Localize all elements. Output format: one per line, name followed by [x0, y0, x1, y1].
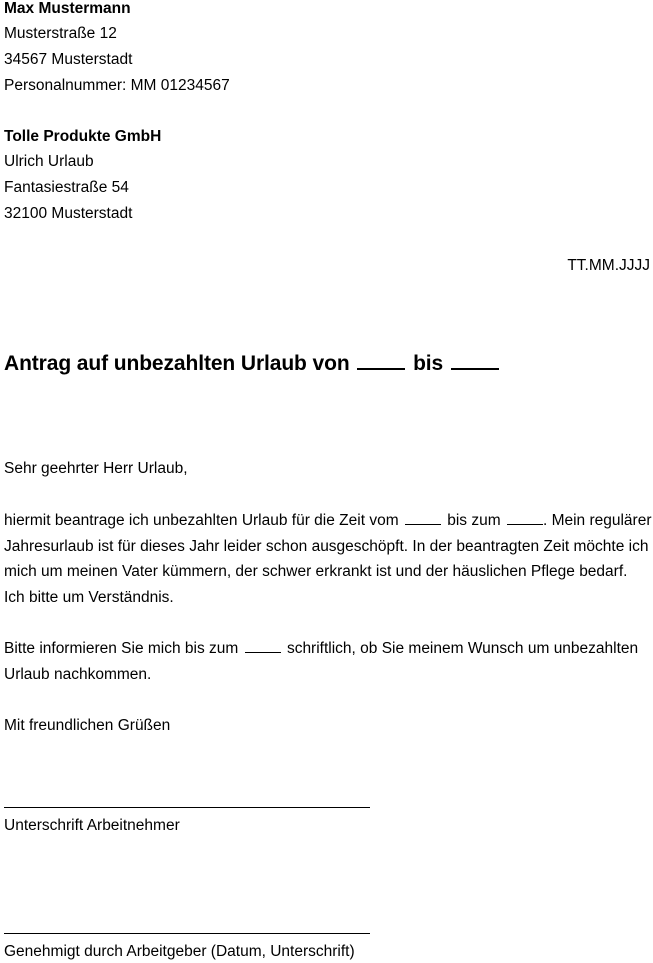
recipient-city: 32100 Musterstadt [4, 205, 133, 222]
salutation: Sehr geehrter Herr Urlaub, [4, 460, 188, 477]
blank-field-reply-date [245, 650, 281, 653]
sender-city: 34567 Musterstadt [4, 51, 133, 68]
recipient-street: Fantasiestraße 54 [4, 179, 129, 196]
sender-name: Max Mustermann [4, 0, 131, 17]
p1-text-b: bis zum [447, 512, 501, 529]
letter-date: TT.MM.JJJJ [567, 257, 650, 274]
blank-field-bis-zum [507, 522, 543, 525]
p2-text-b: schriftlich, ob Sie meinem Wunsch um unbezahlten Urlaub nachkommen. [4, 640, 639, 683]
employee-signature-label: Unterschrift Arbeitnehmer [4, 817, 180, 834]
blank-field-vom [405, 522, 441, 525]
employer-signature-label: Genehmigt durch Arbeitgeber (Datum, Unterschrift) [4, 943, 355, 960]
subject-text-2: bis [413, 352, 444, 375]
employee-signature-line [4, 807, 370, 808]
recipient-contact: Ulrich Urlaub [4, 153, 94, 170]
sender-street: Musterstraße 12 [4, 25, 117, 42]
subject-text-1: Antrag auf unbezahlten Urlaub von [4, 352, 350, 375]
closing: Mit freundlichen Grüßen [4, 717, 171, 734]
recipient-company: Tolle Produkte GmbH [4, 128, 162, 145]
p1-text-a: hiermit beantrage ich unbezahlten Urlaub für die Zeit vom [4, 512, 399, 529]
p1-text-c: . Mein regulärer Jahresurlaub ist für dieses Jahr leider schon ausgeschöpft. In der beantragten Zeit möchte ich mich um meinen Vater kümmern, der schwer erkrankt ist und der häuslichen Pflege bedarf. Ich bitte um Verständnis. [4, 512, 652, 606]
p2-text-a: Bitte informieren Sie mich bis zum [4, 640, 239, 657]
employer-signature-line [4, 933, 370, 934]
body-paragraph-2 [4, 636, 652, 687]
blank-field-to-date [451, 366, 499, 370]
blank-field-from-date [357, 366, 405, 370]
letter-subject [4, 350, 501, 378]
body-paragraph-1 [4, 508, 652, 610]
sender-personnel-number: Personalnummer: MM 01234567 [4, 77, 230, 94]
